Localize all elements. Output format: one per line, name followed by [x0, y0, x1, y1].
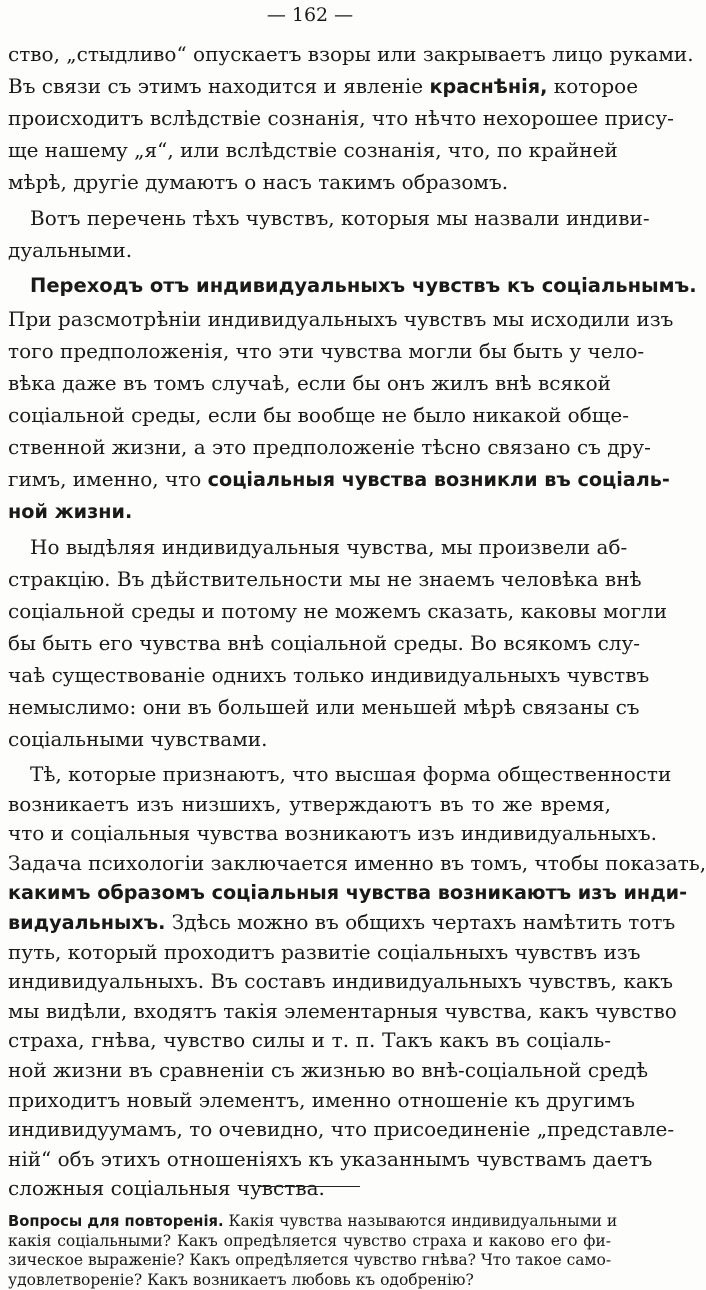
text-line: чаѣ существованіе однихъ только индивидуальныхъ чувствъ [8, 663, 650, 687]
text-line: дуальными. [8, 238, 133, 262]
text-line: возникаетъ изъ низшихъ, утверждаютъ въ то же время, [8, 791, 611, 816]
text-line: Тѣ, которые признаютъ, что высшая форма общественности [30, 762, 672, 786]
questions-label: Вопросы для повторенія. [8, 1213, 224, 1230]
text-line: что и соціальныя чувства возникаютъ изъ индивидуальныхъ. [8, 821, 657, 846]
bold-phrase: ной жизни. [8, 500, 133, 523]
text-line: того предположенія, что эти чувства могли бы быть у чело- [8, 339, 645, 363]
text-line [8, 70, 639, 102]
text-span: Какія чувства называются индивидуальными и [223, 1212, 618, 1230]
text-line: ство, „стыдливо“ опускаетъ взоры или закрываетъ лицо руками. [8, 42, 694, 66]
text-span: которое [547, 74, 639, 98]
text-span: Здѣсь можно въ общихъ чертахъ намѣтить тотъ [165, 910, 676, 934]
text-line: мѣрѣ, другіе думаютъ о насъ такимъ образомъ. [8, 170, 509, 194]
text-line: сложныя соціальныя чувства. [8, 1176, 325, 1201]
text-line: ственной жизни, а это предположеніе тѣсно связано съ дру- [8, 435, 651, 459]
text-line: Вотъ перечень тѣхъ чувствъ, которыя мы назвали индиви- [30, 206, 650, 230]
text-span: Въ связи съ этимъ находится и явленіе [8, 74, 430, 98]
text-line: путь, который проходитъ развитіе соціальныхъ чувствъ изъ [8, 939, 641, 964]
text-line: страха, гнѣва, чувство силы и т. п. Такъ какъ въ соціаль- [8, 1028, 611, 1053]
text-line: вѣка даже въ томъ случаѣ, если бы онъ жилъ внѣ всякой [8, 371, 611, 395]
text-line: Но выдѣляя индивидуальныя чувства, мы произвели аб- [30, 535, 628, 559]
text-line [8, 877, 688, 907]
text-span: удовлетвореніе? Какъ возникаетъ любовь къ одобренію? [8, 1270, 474, 1289]
text-line: ній“ объ этихъ отношеніяхъ къ указаннымъ чувствамъ даетъ [8, 1146, 653, 1171]
text-line: При разсмотрѣніи индивидуальныхъ чувствъ мы исходили изъ [8, 307, 674, 331]
text-line [8, 463, 670, 495]
bold-phrase: соціальныя чувства возникли въ соціаль- [207, 468, 670, 491]
text-line: происходитъ вслѣдствіе сознанія, что нѣчто нехорошее прису- [8, 106, 674, 130]
text-line: приходитъ новый элементъ, именно отношеніе къ другимъ [8, 1087, 635, 1112]
text-line [8, 495, 611, 527]
closing-rule [258, 1186, 360, 1187]
text-line: стракцію. Въ дѣйствительности мы не знаемъ человѣка внѣ [8, 567, 642, 591]
text-line: ще нашему „я“, или вслѣдствіе сознанія, что, по крайней [8, 138, 618, 162]
text-line: индивидуумамъ, то очевидно, что присоединеніе „представле- [8, 1117, 675, 1142]
bold-phrase: видуальныхъ. [8, 911, 166, 934]
page-number: — 162 — [266, 4, 354, 26]
text-line: немыслимо: они въ большей или меньшей мѣрѣ связаны съ [8, 695, 640, 719]
text-line: соціальной среды, если бы вообще не было никакой обще- [8, 403, 629, 427]
text-line: соціальными чувствами. [8, 727, 268, 751]
text-line [8, 907, 676, 937]
text-line: индивидуальныхъ. Въ составъ индивидуальныхъ чувствъ, какъ [8, 969, 673, 994]
text-line: мы видѣли, входятъ такія элементарныя чувства, какъ чувство [8, 998, 677, 1023]
question-line [8, 1270, 611, 1290]
text-span: гимъ, именно, что [8, 467, 208, 491]
text-span: какія соціальными? Какъ опредѣляется чувство страха и каково его фи- [8, 1231, 611, 1250]
text-line: соціальной среды и потому не можемъ сказать, каковы могли [8, 599, 668, 623]
section-heading: Переходъ отъ индивидуальныхъ чувствъ къ соціальнымъ. [30, 274, 697, 297]
text-line: Задача психологіи заключается именно въ томъ, чтобы показать, [8, 850, 706, 875]
text-line: бы быть его чувства внѣ соціальной среды. Во всякомъ слу- [8, 631, 641, 655]
question-line [8, 1250, 611, 1270]
bold-phrase: какимъ образомъ соціальныя чувства возникаютъ изъ инди- [8, 881, 688, 905]
bold-term-blushing: краснѣнія, [429, 75, 548, 98]
question-line [8, 1211, 618, 1231]
text-line: ной жизни въ сравненіи съ жизнью во внѣ-соціальной средѣ [8, 1058, 649, 1082]
text-span: зическое выраженіе? Какъ опредѣляется чувство гнѣва? Что такое само- [8, 1251, 612, 1269]
question-line [8, 1231, 611, 1251]
